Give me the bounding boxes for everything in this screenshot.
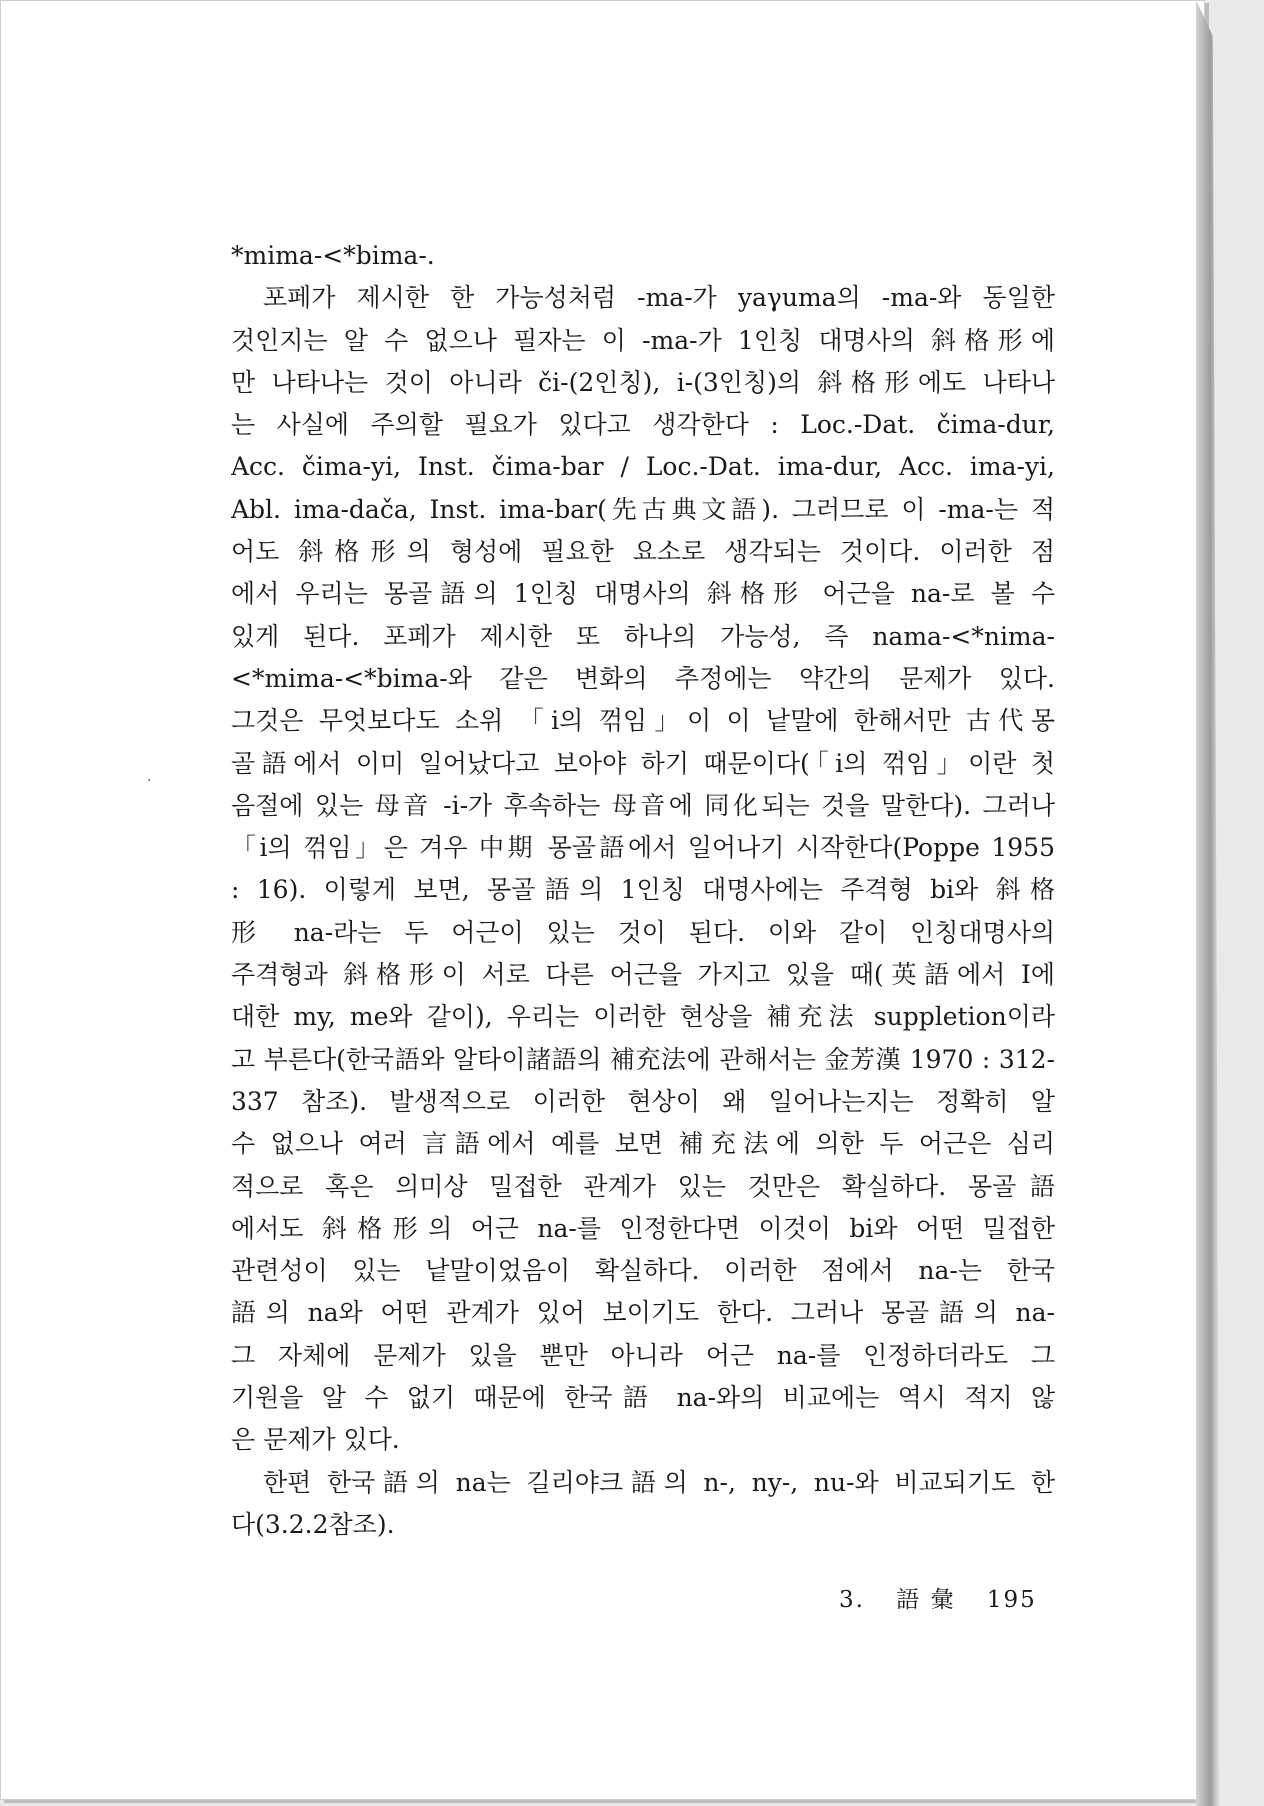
text-line: 에서도 斜格形의 어근 na-를 인정한다면 이것이 bi와 어떤 밀접한 [231,1213,1055,1243]
text-line: 그것은 무엇보다도 소위 「i의 꺾임」이 이 낱말에 한해서만 古代몽 [231,706,1055,736]
page-edge-shadow [1196,0,1220,1806]
text-line: 形 na-라는 두 어근이 있는 것이 된다. 이와 같이 인칭대명사의 [231,917,1055,947]
text-line: 것인지는 알 수 없으나 필자는 이 -ma-가 1인칭 대명사의 斜格形에 [231,325,1055,355]
running-footer [839,1581,1059,1614]
text-line: 음절에 있는 母音 -i-가 후속하는 母音에 同化되는 것을 말한다). 그러나 [231,790,1055,820]
text-line: *mima-<*bima-. [231,241,435,270]
text-line: 기원을 알 수 없기 때문에 한국語 na-와의 비교에는 역시 적지 않 [231,1383,1055,1413]
text-line: 한편 한국語의 na는 길리야크語의 n-, ny-, nu-와 비교되기도 한 [263,1467,1055,1497]
text-line: 「i의 꺾임」은 겨우 中期 몽골語에서 일어나기 시작한다(Poppe 1955 [231,833,1055,863]
text-line: 그 자체에 문제가 있을 뿐만 아니라 어근 na-를 인정하더라도 그 [231,1340,1055,1370]
text-line: 은 문제가 있다. [231,1425,400,1455]
text-line: 만 나타나는 것이 아니라 či-(2인칭), i-(3인칭)의 斜格形에도 나타나 [231,367,1055,397]
text-line: Abl. ima-dača, Inst. ima-bar(先古典文語). 그러므로 이 -ma-는 적 [231,494,1055,524]
text-line: 포페가 제시한 한 가능성처럼 -ma-가 yaγuma의 -ma-와 동일한 [263,283,1055,313]
margin-dot: · [147,773,152,789]
text-line: : 16). 이렇게 보면, 몽골語의 1인칭 대명사에는 주격형 bi와 斜格 [231,875,1055,905]
text-line: 수 없으나 여러 言語에서 예를 보면 補充法에 의한 두 어근은 심리 [231,1129,1055,1159]
text-line: 골語에서 이미 일어났다고 보아야 하기 때문이다(「i의 꺾임」이란 첫 [231,748,1055,778]
text-line: 주격형과 斜格形이 서로 다른 어근을 가지고 있을 때(英語에서 I에 [231,960,1055,990]
text-line: 에서 우리는 몽골語의 1인칭 대명사의 斜格形 어근을 na-로 볼 수 [231,579,1055,609]
text-line: 337 참조). 발생적으로 이러한 현상이 왜 일어나는지는 정확히 알 [231,1086,1055,1116]
page-number: 195 [986,1587,1037,1613]
text-line: 적으로 혹은 의미상 밀접한 관계가 있는 것만은 확실하다. 몽골語 [231,1171,1055,1201]
text-line: 는 사실에 주의할 필요가 있다고 생각한다 : Loc.-Dat. čima-dur, [231,410,1055,440]
text-line: 고 부른다(한국語와 알타이諸語의 補充法에 관해서는 金芳漢 1970 : 312- [231,1044,1055,1074]
text-line: Acc. čima-yi, Inst. čima-bar / Loc.-Dat. ima-dur, Acc. ima-yi, [231,452,1055,482]
text-line: 다(3.2.2참조). [231,1509,395,1539]
body-text [231,235,1055,1546]
text-line: 있게 된다. 포페가 제시한 또 하나의 가능성, 즉 nama-<*nima- [231,621,1055,651]
text-line: 어도 斜格形의 형성에 필요한 요소로 생각되는 것이다. 이러한 점 [231,537,1055,567]
text-line: 대한 my, me와 같이), 우리는 이러한 현상을 補充法 suppletion이라 [231,1002,1055,1032]
text-line: <*mima-<*bima-와 같은 변화의 추정에는 약간의 문제가 있다. [231,663,1055,693]
text-line: 관련성이 있는 낱말이었음이 확실하다. 이러한 점에서 na-는 한국 [231,1256,1055,1286]
section-title: 語 彙 [896,1587,956,1613]
text-line: 語의 na와 어떤 관계가 있어 보이기도 한다. 그러나 몽골語의 na- [231,1298,1055,1328]
section-number: 3. [839,1587,865,1613]
